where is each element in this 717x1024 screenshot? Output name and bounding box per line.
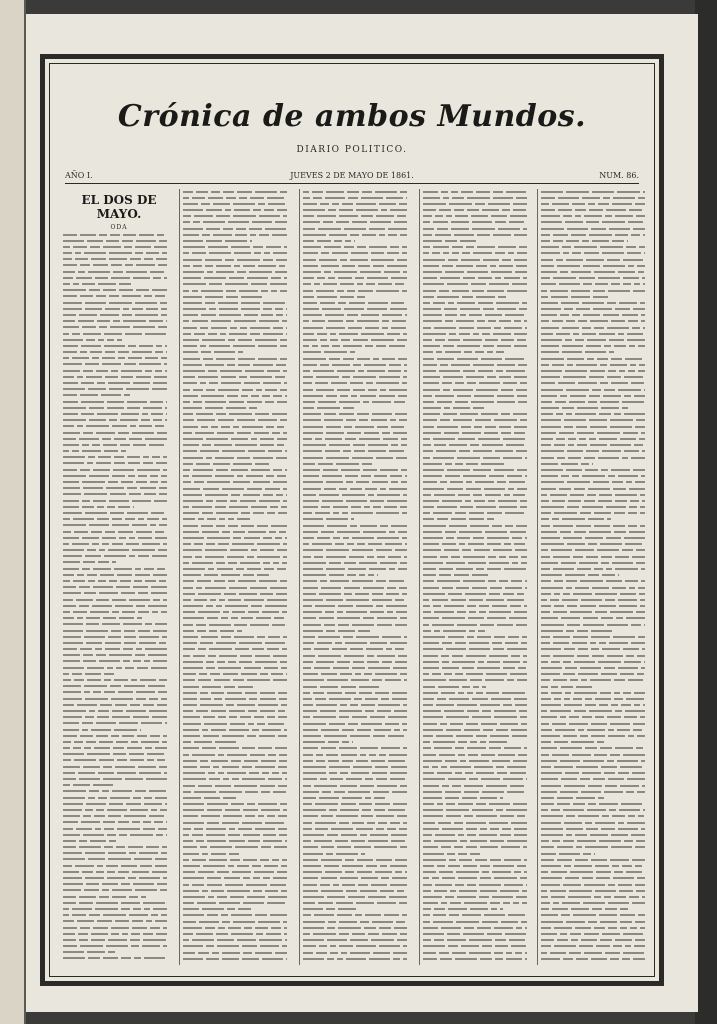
text-line xyxy=(541,344,653,350)
text-line xyxy=(423,208,535,214)
text-line xyxy=(303,802,415,808)
text-line xyxy=(303,300,415,306)
text-line xyxy=(541,938,653,944)
text-line xyxy=(423,536,535,542)
text-line xyxy=(303,430,415,436)
text-line xyxy=(541,245,653,251)
text-line xyxy=(423,269,535,275)
text-line xyxy=(541,474,653,480)
text-line xyxy=(63,579,175,585)
page-border xyxy=(40,54,664,986)
text-line xyxy=(303,529,415,535)
column-text xyxy=(423,189,535,962)
text-line xyxy=(183,727,295,733)
text-line xyxy=(303,863,415,869)
text-line xyxy=(63,746,175,752)
text-line xyxy=(541,901,653,907)
text-line xyxy=(303,276,415,282)
text-line xyxy=(183,938,295,944)
text-line xyxy=(541,833,653,839)
text-line xyxy=(423,734,535,740)
text-line xyxy=(541,703,653,709)
text-line xyxy=(541,430,653,436)
text-line xyxy=(183,839,295,845)
text-line xyxy=(183,604,295,610)
text-line xyxy=(423,232,535,238)
text-line xyxy=(541,932,653,938)
year-label: AÑO I. xyxy=(65,171,93,180)
text-line xyxy=(541,300,653,306)
text-line xyxy=(541,566,653,572)
text-line xyxy=(63,640,175,646)
text-line xyxy=(63,906,175,912)
text-line xyxy=(183,498,295,504)
text-line xyxy=(423,826,535,832)
text-line xyxy=(541,368,653,374)
text-line xyxy=(183,826,295,832)
text-line xyxy=(423,938,535,944)
poem-genre: ODA xyxy=(110,224,128,231)
text-line xyxy=(303,641,415,647)
text-line xyxy=(303,771,415,777)
text-line xyxy=(541,641,653,647)
text-line xyxy=(423,505,535,511)
text-line xyxy=(541,208,653,214)
text-line xyxy=(183,368,295,374)
text-line xyxy=(183,529,295,535)
column-rule xyxy=(419,189,420,965)
text-line xyxy=(541,437,653,443)
text-line xyxy=(423,542,535,548)
column-text xyxy=(541,189,653,962)
text-line xyxy=(183,399,295,405)
text-line xyxy=(423,635,535,641)
text-line xyxy=(183,201,295,207)
text-line xyxy=(303,901,415,907)
column-5 xyxy=(541,189,653,965)
text-line xyxy=(423,399,535,405)
text-line xyxy=(423,863,535,869)
text-line xyxy=(63,609,175,615)
text-line xyxy=(423,641,535,647)
text-line xyxy=(423,307,535,313)
text-line xyxy=(303,375,415,381)
text-line xyxy=(183,430,295,436)
text-line xyxy=(63,937,175,943)
text-line xyxy=(63,381,175,387)
text-line xyxy=(423,665,535,671)
text-line xyxy=(63,374,175,380)
text-line xyxy=(423,696,535,702)
text-line xyxy=(541,734,653,740)
text-line xyxy=(183,269,295,275)
text-line xyxy=(183,566,295,572)
text-line xyxy=(423,338,535,344)
text-line xyxy=(183,641,295,647)
text-line xyxy=(183,505,295,511)
text-line xyxy=(303,232,415,238)
text-line xyxy=(423,672,535,678)
text-line xyxy=(541,764,653,770)
text-line xyxy=(183,672,295,678)
text-line xyxy=(423,344,535,350)
text-line xyxy=(63,739,175,745)
text-line xyxy=(303,925,415,931)
text-line xyxy=(541,925,653,931)
text-line xyxy=(63,288,175,294)
text-line xyxy=(63,244,175,250)
text-line xyxy=(183,474,295,480)
text-line xyxy=(183,597,295,603)
text-line xyxy=(541,839,653,845)
text-line xyxy=(183,375,295,381)
text-line xyxy=(423,703,535,709)
text-line xyxy=(63,343,175,349)
text-line xyxy=(303,443,415,449)
text-line xyxy=(423,498,535,504)
text-line xyxy=(183,734,295,740)
text-line xyxy=(541,307,653,313)
column-rule xyxy=(179,189,180,965)
text-line xyxy=(183,300,295,306)
text-line xyxy=(183,232,295,238)
text-line xyxy=(303,505,415,511)
text-line xyxy=(303,245,415,251)
column-4 xyxy=(423,189,535,965)
article-columns xyxy=(63,189,641,965)
text-line xyxy=(63,517,175,523)
text-line xyxy=(303,764,415,770)
text-line xyxy=(303,597,415,603)
text-line xyxy=(183,208,295,214)
text-line xyxy=(541,505,653,511)
text-line xyxy=(423,474,535,480)
text-line xyxy=(423,839,535,845)
text-line xyxy=(183,870,295,876)
text-line xyxy=(183,536,295,542)
text-line xyxy=(423,437,535,443)
text-line xyxy=(303,331,415,337)
text-line xyxy=(183,542,295,548)
text-line xyxy=(541,331,653,337)
text-line xyxy=(423,764,535,770)
text-line xyxy=(183,665,295,671)
text-line xyxy=(183,771,295,777)
text-line xyxy=(183,956,295,962)
text-line xyxy=(541,232,653,238)
text-line xyxy=(423,901,535,907)
text-line xyxy=(303,307,415,313)
text-line xyxy=(303,344,415,350)
text-line xyxy=(541,201,653,207)
text-line xyxy=(303,201,415,207)
text-line xyxy=(541,635,653,641)
text-line xyxy=(63,807,175,813)
text-line xyxy=(63,708,175,714)
newspaper-subtitle: DIARIO POLITICO. xyxy=(296,145,408,155)
text-line xyxy=(541,536,653,542)
text-line xyxy=(541,894,653,900)
text-line xyxy=(303,727,415,733)
text-line xyxy=(541,467,653,473)
text-line xyxy=(63,770,175,776)
column-text xyxy=(63,232,175,962)
text-line xyxy=(541,672,653,678)
text-line xyxy=(63,541,175,547)
text-line xyxy=(303,938,415,944)
text-line xyxy=(183,338,295,344)
text-line xyxy=(303,368,415,374)
text-line xyxy=(63,510,175,516)
text-line xyxy=(63,387,175,393)
column-1 xyxy=(63,189,175,965)
text-line xyxy=(303,894,415,900)
text-line xyxy=(303,672,415,678)
text-line xyxy=(541,870,653,876)
text-line xyxy=(541,956,653,962)
column-text xyxy=(183,189,295,962)
text-line xyxy=(423,727,535,733)
text-line xyxy=(423,870,535,876)
text-line xyxy=(541,269,653,275)
text-line xyxy=(423,467,535,473)
text-line xyxy=(541,665,653,671)
text-line xyxy=(303,956,415,962)
text-line xyxy=(183,703,295,709)
text-line xyxy=(183,764,295,770)
text-line xyxy=(63,882,175,888)
text-line xyxy=(63,418,175,424)
text-line xyxy=(63,913,175,919)
text-line xyxy=(63,944,175,950)
text-line xyxy=(303,208,415,214)
text-line xyxy=(423,604,535,610)
text-line xyxy=(423,201,535,207)
newspaper-page xyxy=(26,14,698,1012)
text-line xyxy=(63,572,175,578)
newspaper-title: Crónica de ambos Mundos. xyxy=(117,99,587,134)
text-line xyxy=(303,498,415,504)
text-line xyxy=(303,932,415,938)
text-line xyxy=(541,802,653,808)
text-line xyxy=(183,276,295,282)
text-line xyxy=(303,734,415,740)
text-line xyxy=(303,833,415,839)
text-line xyxy=(303,635,415,641)
text-line xyxy=(183,833,295,839)
issue-number: NUM. 86. xyxy=(599,171,639,180)
text-line xyxy=(63,585,175,591)
text-line xyxy=(183,331,295,337)
text-line xyxy=(541,498,653,504)
text-line xyxy=(423,833,535,839)
text-line xyxy=(541,338,653,344)
text-line xyxy=(303,566,415,572)
text-line xyxy=(63,251,175,257)
text-line xyxy=(183,932,295,938)
text-line xyxy=(423,771,535,777)
text-line xyxy=(541,604,653,610)
text-line xyxy=(63,480,175,486)
text-line xyxy=(183,245,295,251)
text-line xyxy=(183,925,295,931)
text-line xyxy=(541,597,653,603)
text-line xyxy=(63,486,175,492)
text-line xyxy=(183,307,295,313)
text-line xyxy=(303,536,415,542)
text-line xyxy=(423,956,535,962)
text-line xyxy=(63,350,175,356)
text-line xyxy=(303,703,415,709)
text-line xyxy=(183,437,295,443)
text-line xyxy=(303,696,415,702)
text-line xyxy=(303,542,415,548)
issue-info-bar xyxy=(65,171,639,184)
text-line xyxy=(541,276,653,282)
text-line xyxy=(541,727,653,733)
text-line xyxy=(423,368,535,374)
text-line xyxy=(63,473,175,479)
text-line xyxy=(423,300,535,306)
text-line xyxy=(303,604,415,610)
text-line xyxy=(303,467,415,473)
text-line xyxy=(423,932,535,938)
text-line xyxy=(63,814,175,820)
text-line xyxy=(303,399,415,405)
text-line xyxy=(63,548,175,554)
text-line xyxy=(183,467,295,473)
column-rule xyxy=(537,189,538,965)
date-label: JUEVES 2 DE MAYO DE 1861. xyxy=(290,171,414,180)
text-line xyxy=(423,443,535,449)
text-line xyxy=(63,647,175,653)
text-line xyxy=(541,375,653,381)
text-line xyxy=(303,826,415,832)
text-line xyxy=(423,375,535,381)
text-line xyxy=(63,876,175,882)
text-line xyxy=(183,696,295,702)
text-line xyxy=(63,869,175,875)
text-line xyxy=(303,437,415,443)
text-line xyxy=(423,529,535,535)
text-line xyxy=(63,777,175,783)
text-line xyxy=(303,338,415,344)
text-line xyxy=(423,245,535,251)
text-line xyxy=(541,826,653,832)
text-line xyxy=(183,635,295,641)
text-line xyxy=(63,956,175,962)
text-line xyxy=(303,269,415,275)
text-line xyxy=(63,319,175,325)
text-line xyxy=(63,312,175,318)
scanner-background xyxy=(695,0,717,1024)
text-line xyxy=(183,894,295,900)
text-line xyxy=(423,276,535,282)
text-line xyxy=(541,771,653,777)
text-line xyxy=(63,684,175,690)
text-line xyxy=(63,411,175,417)
text-line xyxy=(63,442,175,448)
text-line xyxy=(541,863,653,869)
text-line xyxy=(423,597,535,603)
text-line xyxy=(303,870,415,876)
text-line xyxy=(541,399,653,405)
column-2 xyxy=(183,189,295,965)
column-text xyxy=(303,189,415,962)
column-rule xyxy=(299,189,300,965)
text-line xyxy=(423,331,535,337)
text-line xyxy=(63,715,175,721)
text-line xyxy=(303,839,415,845)
text-line xyxy=(423,566,535,572)
text-line xyxy=(423,894,535,900)
text-line xyxy=(63,678,175,684)
text-line xyxy=(63,275,175,281)
text-line xyxy=(183,863,295,869)
text-line xyxy=(63,845,175,851)
text-line xyxy=(183,901,295,907)
text-line xyxy=(541,542,653,548)
column-3 xyxy=(303,189,415,965)
poem-title: EL DOS DE MAYO. xyxy=(81,193,157,221)
text-line xyxy=(423,925,535,931)
text-line xyxy=(423,802,535,808)
text-line xyxy=(423,430,535,436)
text-line xyxy=(183,802,295,808)
text-line xyxy=(541,529,653,535)
text-line xyxy=(541,443,653,449)
text-line xyxy=(541,696,653,702)
text-line xyxy=(303,474,415,480)
text-line xyxy=(183,344,295,350)
text-line xyxy=(303,665,415,671)
text-line xyxy=(183,443,295,449)
adjacent-page-edge xyxy=(0,0,26,1024)
